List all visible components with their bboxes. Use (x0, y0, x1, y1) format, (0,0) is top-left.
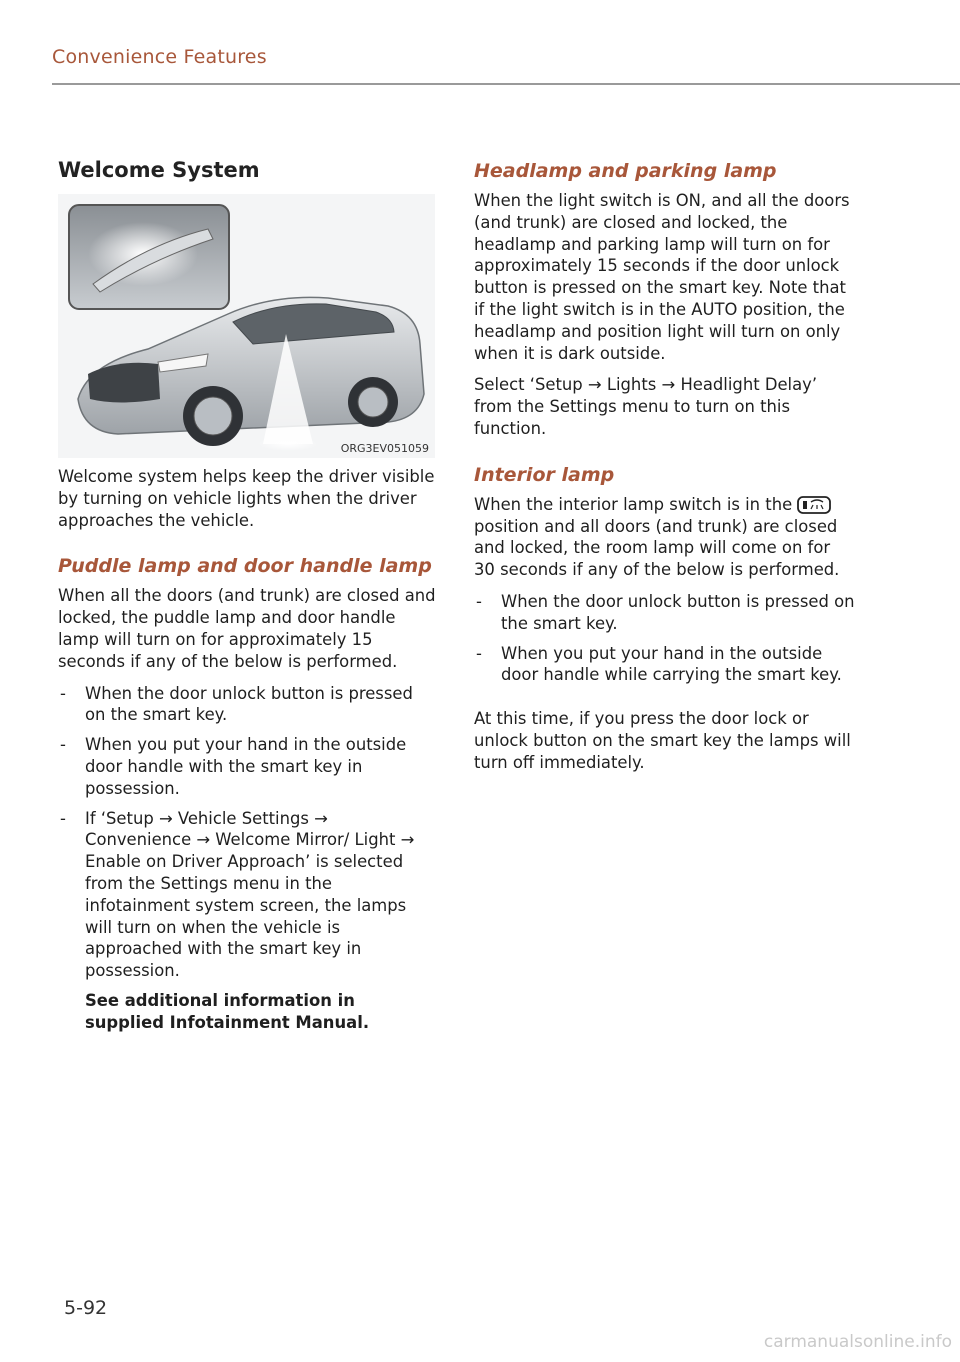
section-title: Welcome System (58, 158, 260, 182)
intro-paragraph: Welcome system helps keep the driver visible by turning on vehicle lights when the driver approaches the vehicle. (58, 467, 435, 530)
page-number: 5-92 (64, 1297, 108, 1319)
header-rule (52, 83, 960, 85)
list-item: - When the door unlock button is pressed on the smart key. (60, 683, 413, 725)
interior-lamp-heading: Interior lamp (474, 463, 615, 486)
interior-lamp-list (474, 591, 856, 686)
left-column (58, 158, 436, 1042)
door-lamp-icon (797, 496, 831, 514)
closing-paragraph: At this time, if you press the door lock or unlock button on the smart key the lamps will turn off immediately. (474, 709, 851, 772)
puddle-lamp-list (58, 683, 436, 1034)
right-column (474, 160, 856, 784)
header-title: Convenience Features (52, 46, 267, 68)
list-item: - When the door unlock button is pressed on the smart key. (476, 591, 855, 633)
headlamp-setup: Select ‘Setup → Lights → Headlight Delay’ from the Settings menu to turn on this function. (474, 375, 818, 438)
headlamp-heading: Headlamp and parking lamp (474, 160, 777, 182)
car-illustration (58, 194, 435, 458)
welcome-system-illustration (58, 194, 435, 458)
puddle-lamp-body: When all the doors (and trunk) are closed and locked, the puddle lamp and door handle lamp will turn on for approximately 15 seconds if any of the below is performed. (58, 586, 436, 671)
interior-lamp-body: When the interior lamp switch is in the position and all doors (and trunk) are closed and locked, the room lamp will come on for 30 seconds if any of the below is performed. (474, 494, 840, 580)
headlamp-body: When the light switch is ON, and all the doors (and trunk) are closed and locked, the headlamp and parking lamp will turn on for approximately 15 seconds if the door unlock button is pressed on the smart key. Note that if the light switch is in the AUTO position, the headlamp and position light will turn on only when it is dark outside. (474, 191, 850, 363)
puddle-lamp-heading: Puddle lamp and door handle lamp (58, 555, 432, 578)
infotainment-note: See additional information in supplied Infotainment Manual. (85, 990, 370, 1032)
list-item: - When you put your hand in the outside door handle with the smart key in possession. (60, 735, 407, 798)
list-item: - If ‘Setup → Vehicle Settings → Convenience → Welcome Mirror/ Light → Enable on Driver Approach’ is selected from the Settings menu in the infotainment system screen, the lamps will turn on when the vehicle is approached with the smart key in possession. See additional information in supplied Infotainment Manual. (58, 808, 436, 1034)
watermark: carmanualsonline.info (763, 1332, 952, 1352)
figure-code: ORG3EV051059 (340, 442, 429, 455)
list-item: - When you put your hand in the outside door handle while carrying the smart key. (476, 643, 842, 685)
